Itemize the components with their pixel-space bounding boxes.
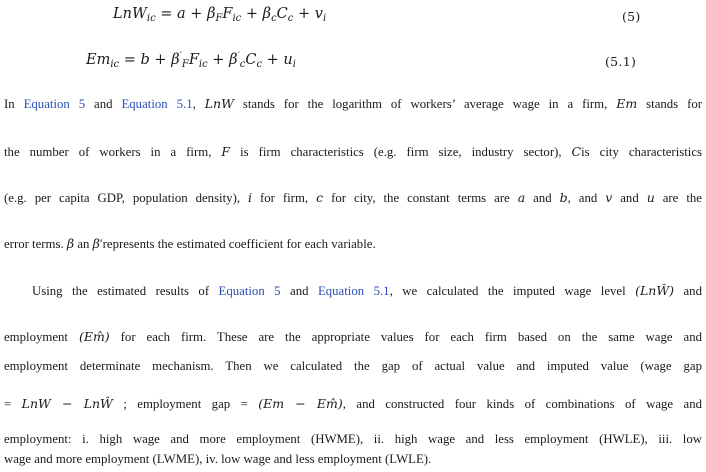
equation-5 (0, 2, 706, 30)
equation-5-body: $LnW_{ic} = a + \beta_FF_{ic} + \beta_cC_c + v_i$ (113, 6, 327, 24)
equation-5-1-number: (5.1) (605, 54, 637, 69)
equation-5-1 (0, 47, 706, 75)
equation-5-link[interactable]: Equation 5 (23, 97, 86, 111)
paragraph-1-line-3: (e.g. per capita GDP, population density), i for firm, c for city, the constant terms are a and b, and v and u are the (4, 190, 702, 205)
paragraph-1-line-2: the number of workers in a firm, F is firm characteristics (e.g. firm size, industry sector), Cis city characteristics (4, 144, 703, 159)
equation-5-number: (5) (622, 9, 641, 24)
paragraph-2-line-2: employment (Em̂) for each firm. These are the appropriate values for each firm based on the same wage and (4, 329, 703, 344)
paragraph-2-line-3: employment determinate mechanism. Then we calculated the gap of actual value and imputed value (wage gap (4, 359, 702, 373)
equation-5-1-body: $Em_{ic} = b + \beta'_FF_{ic} + \beta'_cC_c + u_i$ (86, 51, 296, 70)
paragraph-1-line-1: In Equation 5 and Equation 5.1, LnW stands for the logarithm of workers’ average wage in a firm, Em stands for (4, 96, 703, 111)
paragraph-2-line-1: Using the estimated results of Equation 5 and Equation 5.1, we calculated the imputed wage level (LnŴ) and (32, 283, 702, 298)
paragraph-1-line-4: error terms. β an β′represents the estimated coefficient for each variable. (4, 236, 376, 251)
equation-5-link-2[interactable]: Equation 5 (218, 284, 281, 298)
paragraph-2-line-4: = LnW − LnŴ ; employment gap = (Em − Em̂), and constructed four kinds of combinations of wage and (4, 396, 703, 411)
equation-5-1-link-2[interactable]: Equation 5.1 (317, 284, 390, 298)
paragraph-2-line-5: employment: i. high wage and more employment (HWME), ii. high wage and less employment (HWLE), iii. low (4, 432, 702, 446)
equation-5-1-link[interactable]: Equation 5.1 (121, 97, 193, 111)
paragraph-2-line-6: wage and more employment (LWME), iv. low wage and less employment (LWLE). (4, 452, 432, 466)
